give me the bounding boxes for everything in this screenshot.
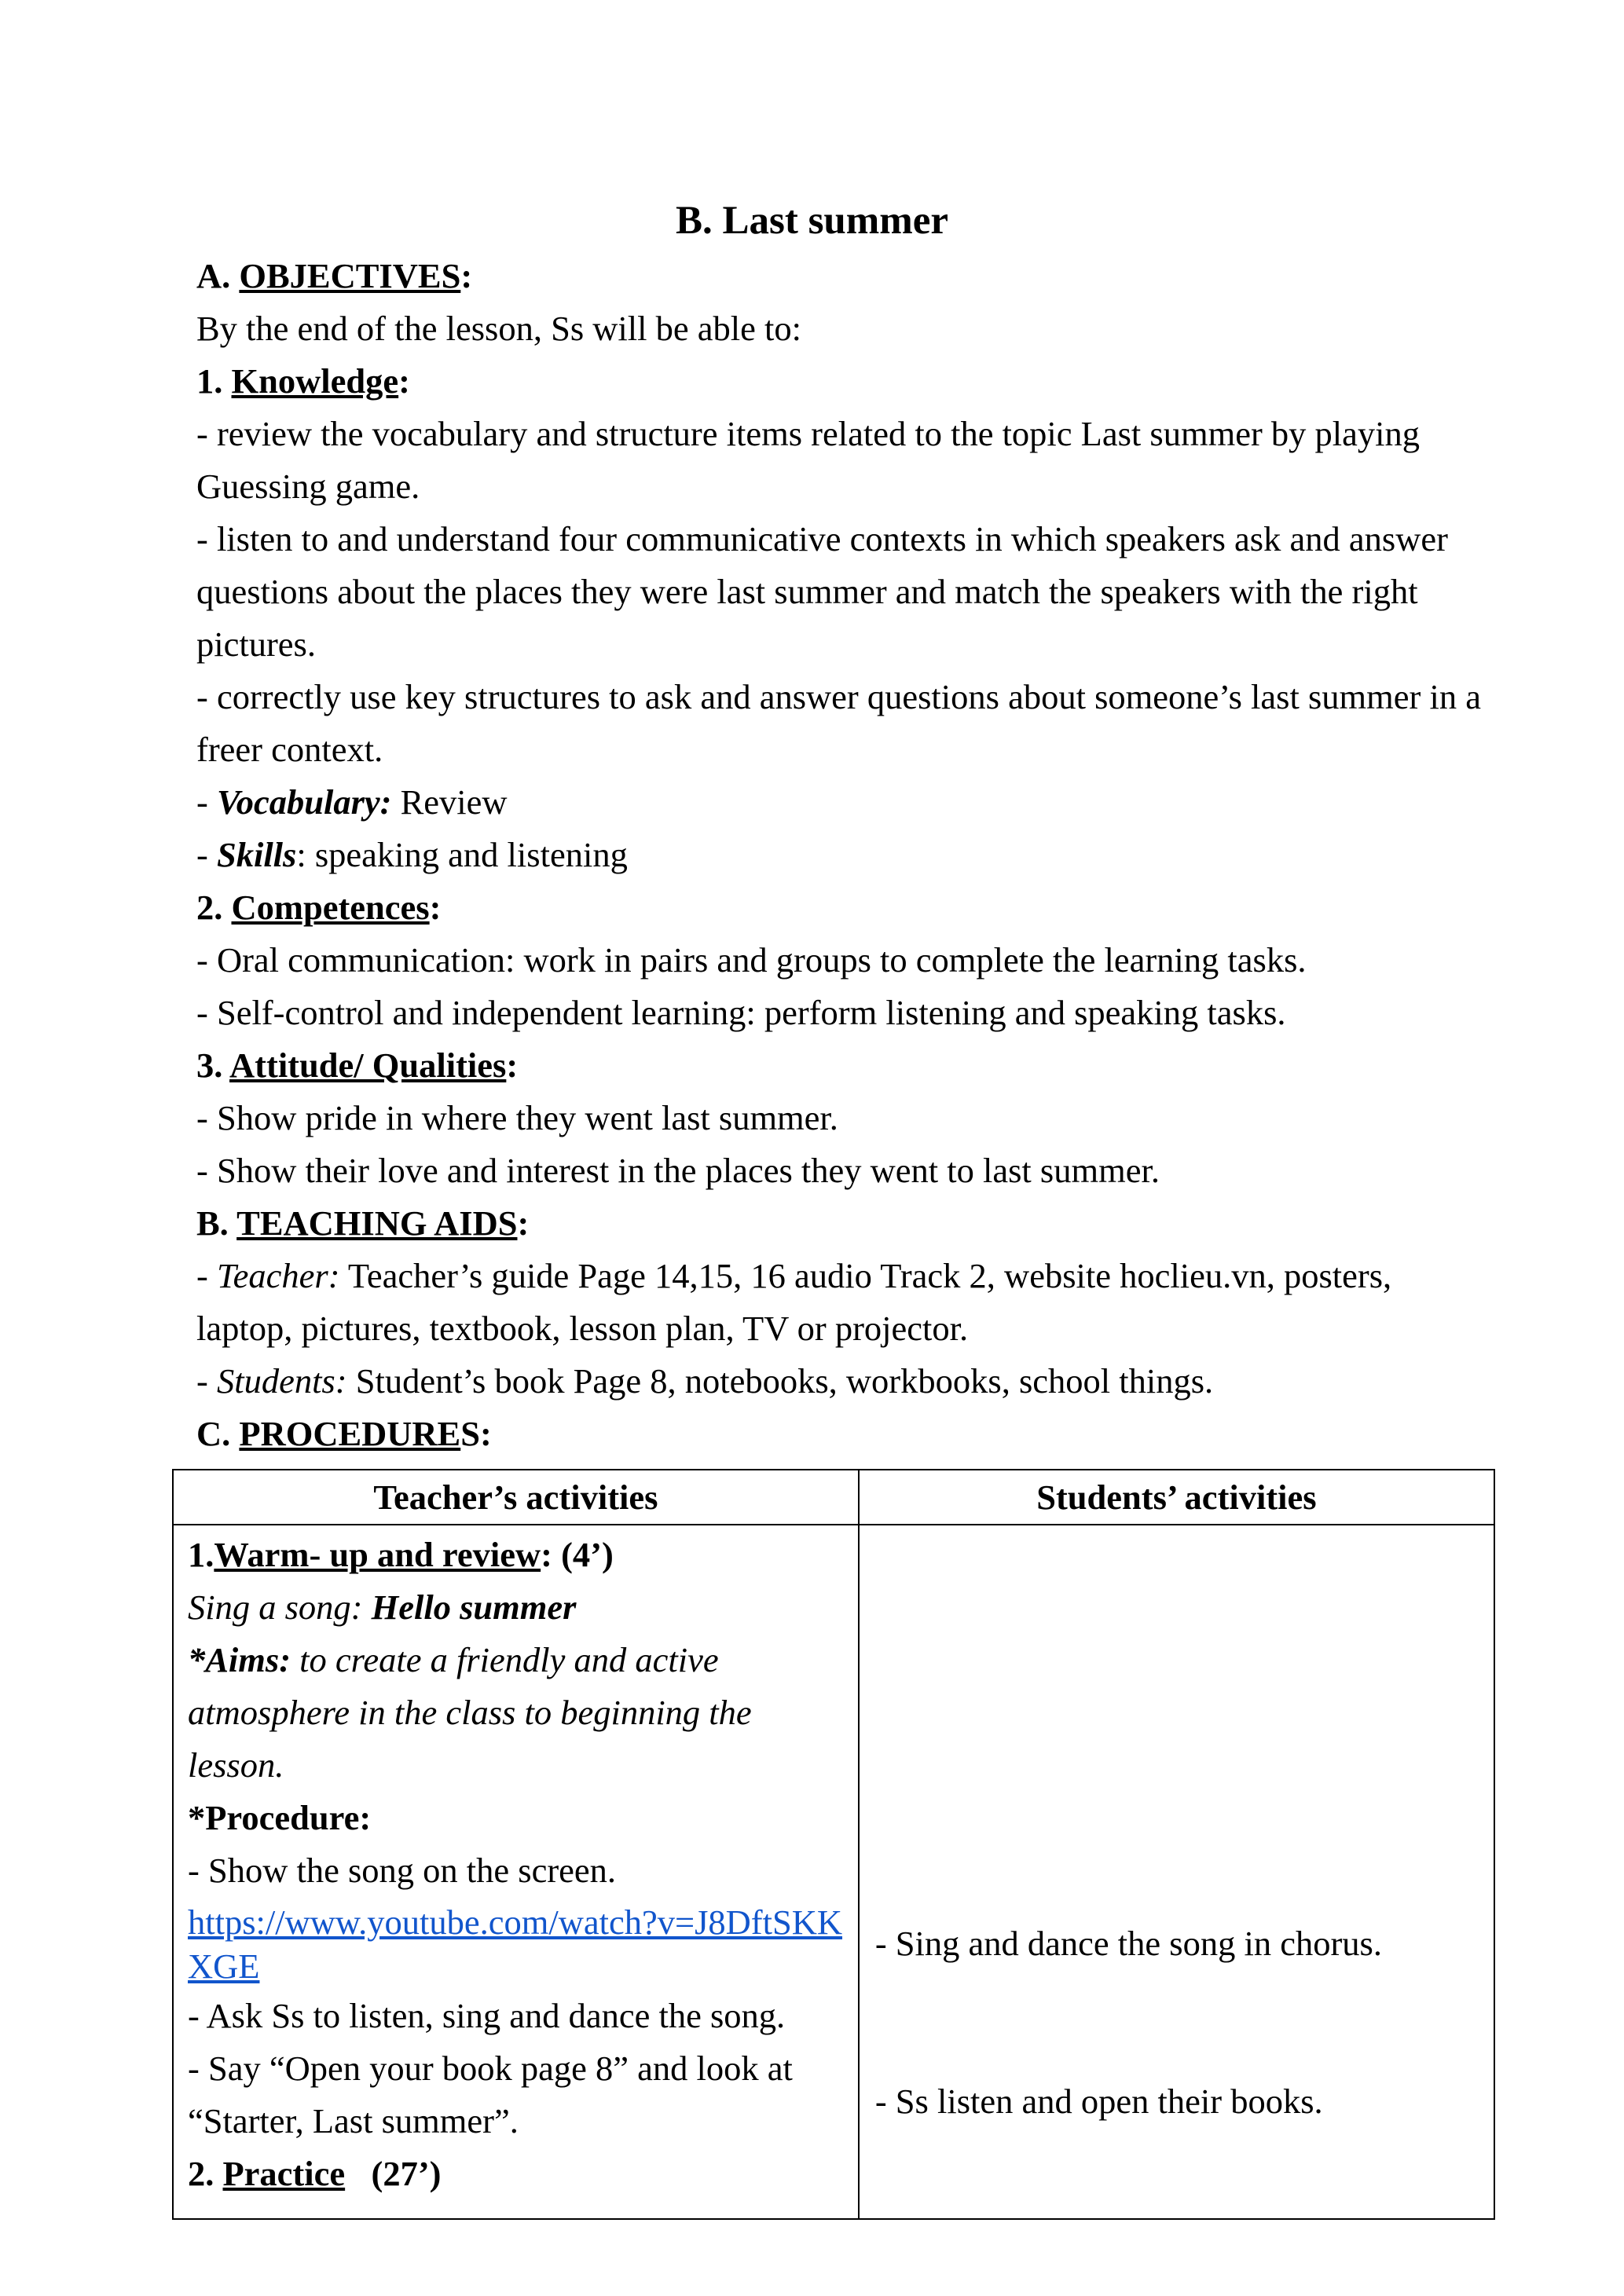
knowledge-label: Knowledge <box>231 361 399 401</box>
knowledge-item: - listen to and understand four communicative contexts in which speakers ask and answer questions about the places they were last summer and match the speakers with the right pictures. <box>196 519 1448 664</box>
procedure-label: *Procedure: <box>188 1798 372 1837</box>
objectives-intro: By the end of the lesson, Ss will be able to: <box>196 309 801 348</box>
teaching-aids-colon: : <box>517 1203 530 1243</box>
skills-label: Skills <box>216 835 297 874</box>
lesson-title: B. Last summer <box>675 199 949 243</box>
competences-colon: : <box>429 888 442 927</box>
objectives-prefix: A. <box>196 256 240 295</box>
teacher-step: - Ask Ss to listen, sing and dance the song. <box>188 1996 786 2035</box>
song-name: Hello summer <box>371 1587 577 1627</box>
vocabulary-line <box>196 776 1493 829</box>
lesson-body <box>196 250 1493 1460</box>
practice-heading <box>188 2148 847 2200</box>
knowledge-colon: : <box>398 361 410 401</box>
attitude-colon: : <box>506 1045 519 1085</box>
competence-item: - Self-control and independent learning: perform listening and speaking tasks. <box>196 993 1286 1032</box>
knowledge-num: 1. <box>196 361 232 401</box>
warmup-time: : (4’) <box>541 1535 614 1574</box>
song-line <box>188 1581 847 1634</box>
students-activities-cell <box>859 1525 1494 2219</box>
teacher-activities-header: Teacher’s activities <box>173 1470 859 1525</box>
teacher-activities-cell <box>173 1525 859 2219</box>
student-activity: - Sing and dance the song in chorus. <box>874 1924 1382 1963</box>
teaching-aids-heading <box>196 1197 1493 1250</box>
procedures-suffix: S: <box>460 1414 492 1453</box>
vocabulary-label: Vocabulary: <box>216 782 392 822</box>
skills-value: : speaking and listening <box>296 835 628 874</box>
competence-item: - Oral communication: work in pairs and groups to complete the learning tasks. <box>196 940 1307 980</box>
knowledge-heading <box>196 355 1493 408</box>
student-activity: - Ss listen and open their books. <box>874 2082 1323 2121</box>
teacher-aids-value: Teacher’s guide Page 14,15, 16 audio Track 2, website hoclieu.vn, posters, laptop, pictures, textbook, lesson plan, TV or projector. <box>196 1256 1392 1348</box>
teacher-aids-line <box>196 1250 1493 1355</box>
objectives-colon: : <box>460 256 473 295</box>
song-prefix: Sing a song: <box>188 1587 372 1627</box>
vocabulary-value: Review <box>391 782 508 822</box>
objectives-label: OBJECTIVES <box>239 256 461 295</box>
practice-num: 2. <box>188 2154 223 2193</box>
student-aids-dash: - <box>196 1361 217 1401</box>
procedures-label: PROCEDURE <box>239 1414 461 1453</box>
competences-num: 2. <box>196 888 232 927</box>
skills-line <box>196 829 1493 881</box>
vocabulary-dash: - <box>196 782 217 822</box>
attitude-num: 3. <box>196 1045 230 1085</box>
teaching-aids-label: TEACHING AIDS <box>236 1203 518 1243</box>
attitude-item: - Show their love and interest in the places they went to last summer. <box>196 1151 1160 1190</box>
song-link[interactable]: https://www.youtube.com/watch?v=J8DftSKKXGE <box>188 1902 843 1986</box>
aims-text: to create a friendly and active atmosphere in the class to beginning the lesson. <box>188 1640 752 1785</box>
teacher-step: - Show the song on the screen. <box>188 1851 617 1890</box>
teacher-step: - Say “Open your book page 8” and look at “Starter, Last summer”. <box>188 2049 793 2140</box>
warmup-heading <box>188 1529 847 1581</box>
aims-line <box>188 1634 847 1792</box>
attitude-label: Attitude/ Qualities <box>229 1045 507 1085</box>
attitude-heading <box>196 1039 1493 1092</box>
procedures-prefix: C. <box>196 1414 240 1453</box>
practice-label: Practice <box>222 2154 346 2193</box>
table-header-row <box>173 1470 1494 1525</box>
warmup-num: 1. <box>188 1535 214 1574</box>
skills-dash: - <box>196 835 217 874</box>
warmup-label: Warm- up and review <box>214 1535 541 1574</box>
attitude-item: - Show pride in where they went last summer. <box>196 1098 838 1137</box>
knowledge-item: - correctly use key structures to ask and answer questions about someone’s last summer in a freer context. <box>196 677 1481 769</box>
aims-label: *Aims: <box>188 1640 291 1679</box>
student-aids-line <box>196 1355 1493 1408</box>
student-aids-value: Student’s book Page 8, notebooks, workbooks, school things. <box>346 1361 1214 1401</box>
student-aids-label: Students: <box>216 1361 347 1401</box>
teacher-aids-dash: - <box>196 1256 217 1295</box>
knowledge-item: - review the vocabulary and structure items related to the topic Last summer by playing Guessing game. <box>196 414 1421 506</box>
competences-heading <box>196 881 1493 934</box>
competences-label: Competences <box>231 888 430 927</box>
procedures-table <box>172 1469 1495 2220</box>
procedures-heading <box>196 1408 1493 1460</box>
practice-time: (27’) <box>345 2154 442 2193</box>
objectives-heading <box>196 250 1493 302</box>
table-row <box>173 1525 1494 2219</box>
teacher-aids-label: Teacher: <box>216 1256 340 1295</box>
teaching-aids-prefix: B. <box>196 1203 237 1243</box>
students-activities-header: Students’ activities <box>859 1470 1494 1525</box>
